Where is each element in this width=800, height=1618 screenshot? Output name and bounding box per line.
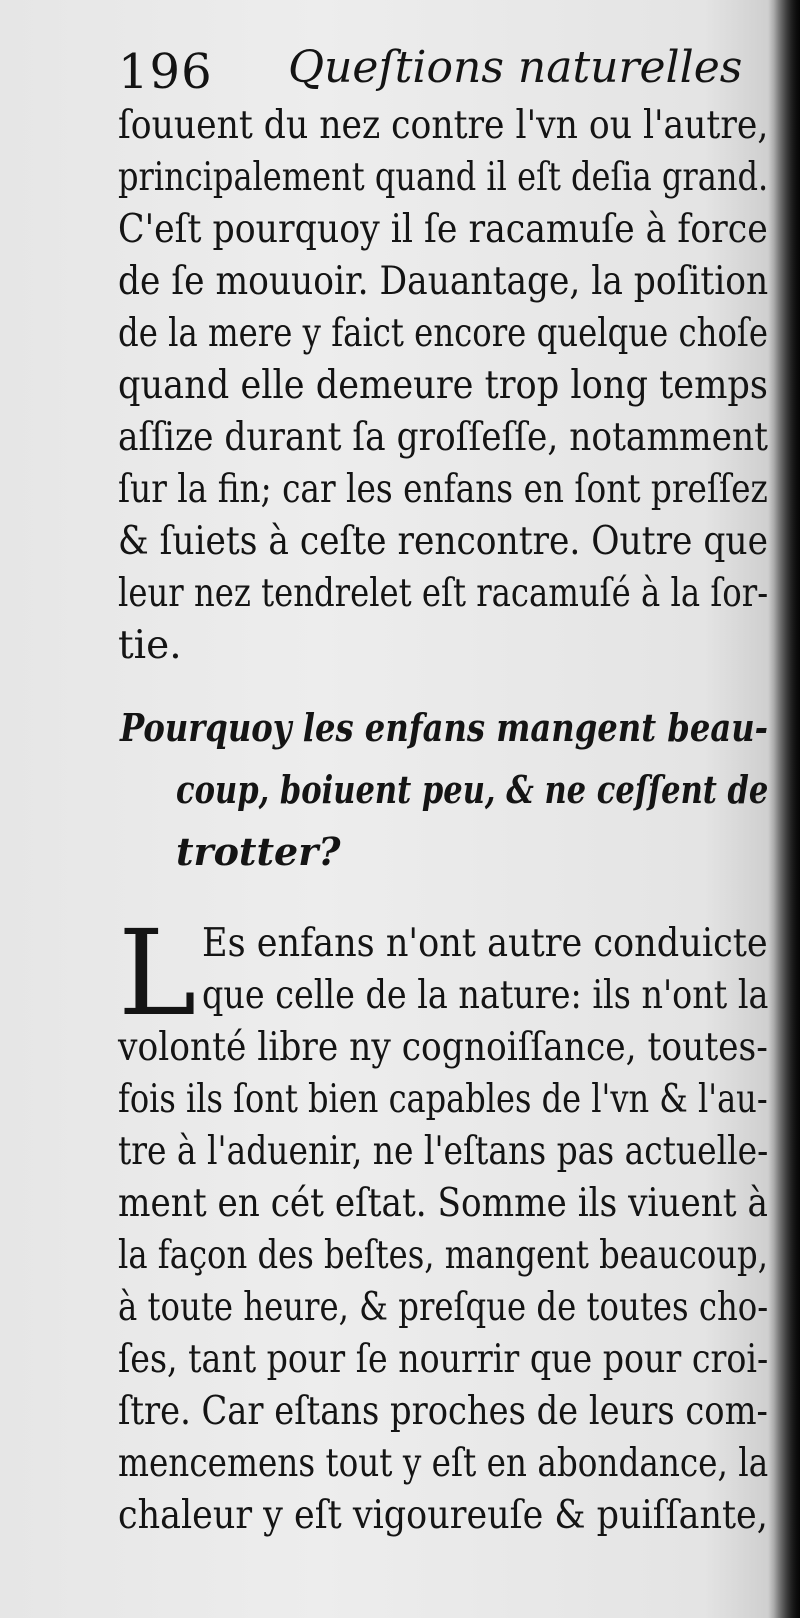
drop-cap: L bbox=[118, 904, 197, 1042]
text-line: Es enfans n'ont autre conduicte bbox=[202, 921, 768, 966]
text-line: aſſize durant ſa groſſeſſe, notamment bbox=[118, 415, 769, 460]
text-line: ſur la fin; car les enfans en ſont preſſez bbox=[118, 467, 768, 512]
text-line: que celle de la nature: ils n'ont la bbox=[202, 973, 769, 1018]
text-line: fois ils ſont bien capables de l'vn & l'au- bbox=[118, 1077, 768, 1122]
heading-line: Pourquoy les enfans mangent beau- bbox=[120, 705, 769, 750]
text-line: de la mere y faict encore quelque choſe bbox=[118, 311, 769, 356]
text-line: ſouuent du nez contre l'vn ou l'autre, bbox=[118, 103, 769, 148]
text-line: volonté libre ny cognoiſſance, toutes- bbox=[118, 1025, 768, 1070]
binding-shadow bbox=[774, 0, 800, 1618]
text-line: quand elle demeure trop long temps bbox=[118, 363, 768, 408]
text-line: à toute heure, & preſque de toutes cho- bbox=[118, 1285, 769, 1330]
text-line: tie. bbox=[118, 623, 182, 668]
running-title: Queſtions naturelles bbox=[288, 42, 743, 93]
text-line: mencemens tout y eſt en abondance, la bbox=[118, 1441, 769, 1486]
text-line: ment en cét eſtat. Somme ils viuent à bbox=[118, 1181, 768, 1226]
heading-line: trotter? bbox=[176, 829, 341, 874]
page-header bbox=[118, 38, 758, 108]
text-line: ſes, tant pour ſe nourrir que pour croi- bbox=[118, 1337, 769, 1382]
heading-line: coup, boiuent peu, & ne ceſſent de bbox=[176, 767, 769, 812]
text-line: tre à l'aduenir, ne l'eſtans pas actuelle- bbox=[118, 1129, 769, 1174]
text-line: C'eſt pourquoy il ſe racamuſe à force bbox=[118, 207, 768, 252]
text-line: la façon des beſtes, mangent beaucoup, bbox=[118, 1233, 768, 1278]
text-line: principalement quand il eſt deſia grand. bbox=[118, 155, 769, 200]
page-number: 196 bbox=[118, 44, 213, 100]
text-line: de ſe mouuoir. Dauantage, la poſition bbox=[118, 259, 769, 304]
text-line: & ſuiets à ceſte rencontre. Outre que bbox=[118, 519, 768, 564]
text-line: ſtre. Car eſtans proches de leurs com- bbox=[118, 1389, 768, 1434]
text-line: leur nez tendrelet eſt racamuſé à la ſor- bbox=[118, 571, 769, 616]
text-line: chaleur y eſt vigoureuſe & puiſſante, bbox=[118, 1493, 768, 1538]
